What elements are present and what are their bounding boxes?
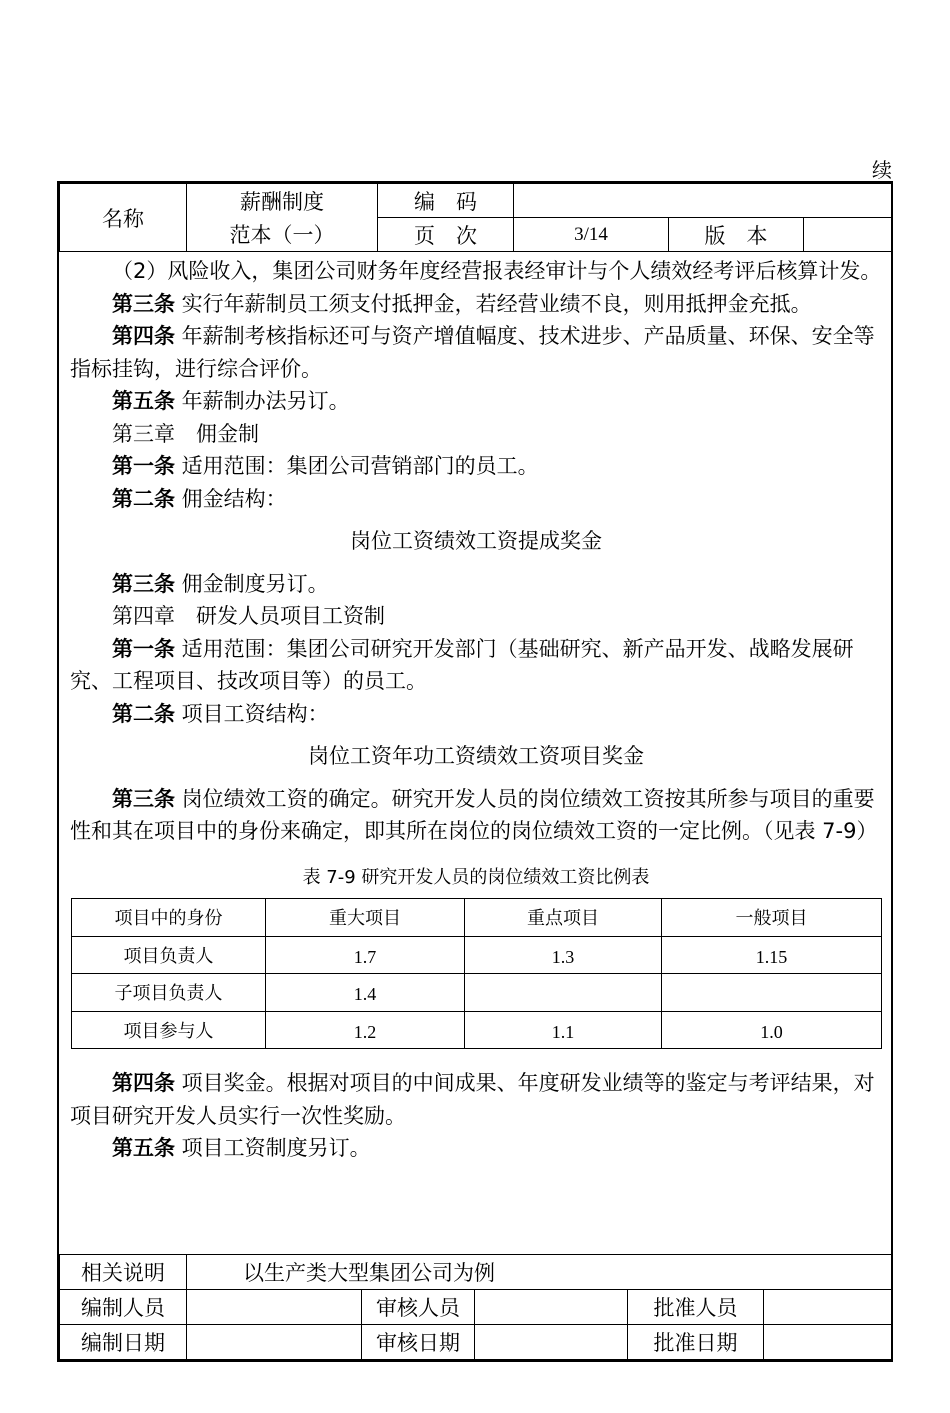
column-header: 项目中的身份 bbox=[72, 899, 266, 937]
editor-value bbox=[187, 1290, 362, 1325]
column-header: 重点项目 bbox=[465, 899, 662, 937]
article bbox=[70, 320, 882, 385]
article-text: 项目工资结构： bbox=[175, 701, 329, 726]
ratio-cell: 1.3 bbox=[465, 936, 662, 974]
note-label: 相关说明 bbox=[60, 1255, 187, 1290]
article-heading: 第五条 bbox=[112, 1136, 175, 1160]
article-text: 佣金制度另订。 bbox=[175, 571, 329, 596]
article-heading: 第三条 bbox=[112, 291, 175, 316]
ratio-cell bbox=[662, 974, 882, 1012]
article bbox=[70, 568, 882, 601]
continued-mark: 续 bbox=[872, 158, 892, 182]
header-table bbox=[59, 183, 892, 252]
editor-label: 编制人员 bbox=[60, 1290, 187, 1325]
code-label: 编 码 bbox=[378, 184, 514, 218]
article bbox=[70, 483, 882, 516]
review-date-label: 审核日期 bbox=[362, 1325, 475, 1360]
review-date-value bbox=[475, 1325, 628, 1360]
edit-date-value bbox=[187, 1325, 362, 1360]
ratio-cell bbox=[465, 974, 662, 1012]
article-heading: 第二条 bbox=[112, 701, 175, 726]
article bbox=[70, 450, 882, 483]
article-heading: 第五条 bbox=[112, 389, 175, 413]
name-label: 名称 bbox=[60, 184, 187, 252]
article bbox=[70, 385, 882, 418]
code-value bbox=[514, 184, 892, 218]
article-text: 项目工资制度另订。 bbox=[175, 1136, 371, 1160]
article bbox=[70, 698, 882, 731]
chapter-heading: 第三章 佣金制 bbox=[112, 421, 259, 446]
version-value bbox=[804, 218, 892, 252]
ratio-cell: 1.2 bbox=[266, 1011, 465, 1049]
table-row bbox=[72, 974, 882, 1012]
approve-date-label: 批准日期 bbox=[628, 1325, 764, 1360]
article-heading: 第三条 bbox=[112, 571, 175, 596]
ratio-cell: 1.7 bbox=[266, 936, 465, 974]
article-text: 年薪制办法另订。 bbox=[175, 389, 350, 413]
article-heading: 第四条 bbox=[112, 1071, 175, 1095]
document-body bbox=[70, 255, 882, 1165]
approver-value bbox=[764, 1290, 892, 1325]
article-text: 实行年薪制员工须支付抵押金，若经营业绩不良，则用抵押金充抵。 bbox=[175, 291, 812, 316]
table-row bbox=[72, 1011, 882, 1049]
reviewer-value bbox=[475, 1290, 628, 1325]
column-header: 重大项目 bbox=[266, 899, 465, 937]
article-text: 岗位绩效工资的确定。研究开发人员的岗位绩效工资按其所参与项目的重要性和其在项目中的身份来确定，即其所在岗位的岗位绩效工资的一定比例。（见表 7-9） bbox=[70, 786, 878, 843]
article-heading: 第三条 bbox=[112, 786, 175, 811]
table-row bbox=[72, 936, 882, 974]
article-text: 适用范围：集团公司营销部门的员工。 bbox=[175, 454, 539, 478]
article-text: 项目奖金。根据对项目的中间成果、年度研发业绩等的鉴定与考评结果，对项目研究开发人员实行一次性奖励。 bbox=[70, 1071, 875, 1128]
edit-date-label: 编制日期 bbox=[60, 1325, 187, 1360]
commission-formula: 岗位工资绩效工资提成奖金 bbox=[350, 529, 602, 553]
version-label: 版 本 bbox=[669, 218, 804, 252]
article bbox=[70, 288, 882, 321]
paragraph-text: （2）风险收入，集团公司财务年度经营报表经审计与个人绩效经考评后核算计发。 bbox=[112, 259, 882, 283]
table-caption: 表 7-9 研究开发人员的岗位绩效工资比例表 bbox=[302, 866, 650, 888]
role-cell: 项目参与人 bbox=[72, 1011, 266, 1049]
ratio-cell: 1.15 bbox=[662, 936, 882, 974]
reviewer-label: 审核人员 bbox=[362, 1290, 475, 1325]
article-text: 佣金结构： bbox=[175, 486, 287, 511]
ratio-cell: 1.0 bbox=[662, 1011, 882, 1049]
article bbox=[70, 783, 882, 848]
name-value-line2: 范本（一） bbox=[187, 218, 378, 252]
ratio-cell: 1.1 bbox=[465, 1011, 662, 1049]
page-value: 3/14 bbox=[514, 218, 669, 252]
article-text: 年薪制考核指标还可与资产增值幅度、技术进步、产品质量、环保、安全等指标挂钩，进行综合评价。 bbox=[70, 324, 875, 381]
article-text: 适用范围：集团公司研究开发部门（基础研究、新产品开发、战略发展研究、工程项目、技改项目等）的员工。 bbox=[70, 636, 854, 693]
column-header: 一般项目 bbox=[662, 899, 882, 937]
article-heading: 第四条 bbox=[112, 324, 175, 348]
article bbox=[70, 633, 882, 698]
article-heading: 第一条 bbox=[112, 636, 175, 661]
article-heading: 第一条 bbox=[112, 454, 175, 478]
role-cell: 子项目负责人 bbox=[72, 974, 266, 1012]
role-cell: 项目负责人 bbox=[72, 936, 266, 974]
page-label: 页 次 bbox=[378, 218, 514, 252]
chapter-heading: 第四章 研发人员项目工资制 bbox=[112, 604, 385, 628]
article bbox=[70, 1132, 882, 1165]
signoff-table bbox=[59, 1254, 892, 1360]
name-value-line1: 薪酬制度 bbox=[187, 184, 378, 218]
project-wage-formula: 岗位工资年功工资绩效工资项目奖金 bbox=[308, 744, 644, 768]
ratio-cell: 1.4 bbox=[266, 974, 465, 1012]
document-frame bbox=[57, 181, 893, 1362]
note-value: 以生产类大型集团公司为例 bbox=[187, 1255, 892, 1290]
approve-date-value bbox=[764, 1325, 892, 1360]
approver-label: 批准人员 bbox=[628, 1290, 764, 1325]
ratio-table bbox=[71, 898, 882, 1049]
article bbox=[70, 1067, 882, 1132]
article-heading: 第二条 bbox=[112, 486, 175, 511]
table-header-row bbox=[72, 899, 882, 937]
paragraph bbox=[70, 255, 882, 288]
